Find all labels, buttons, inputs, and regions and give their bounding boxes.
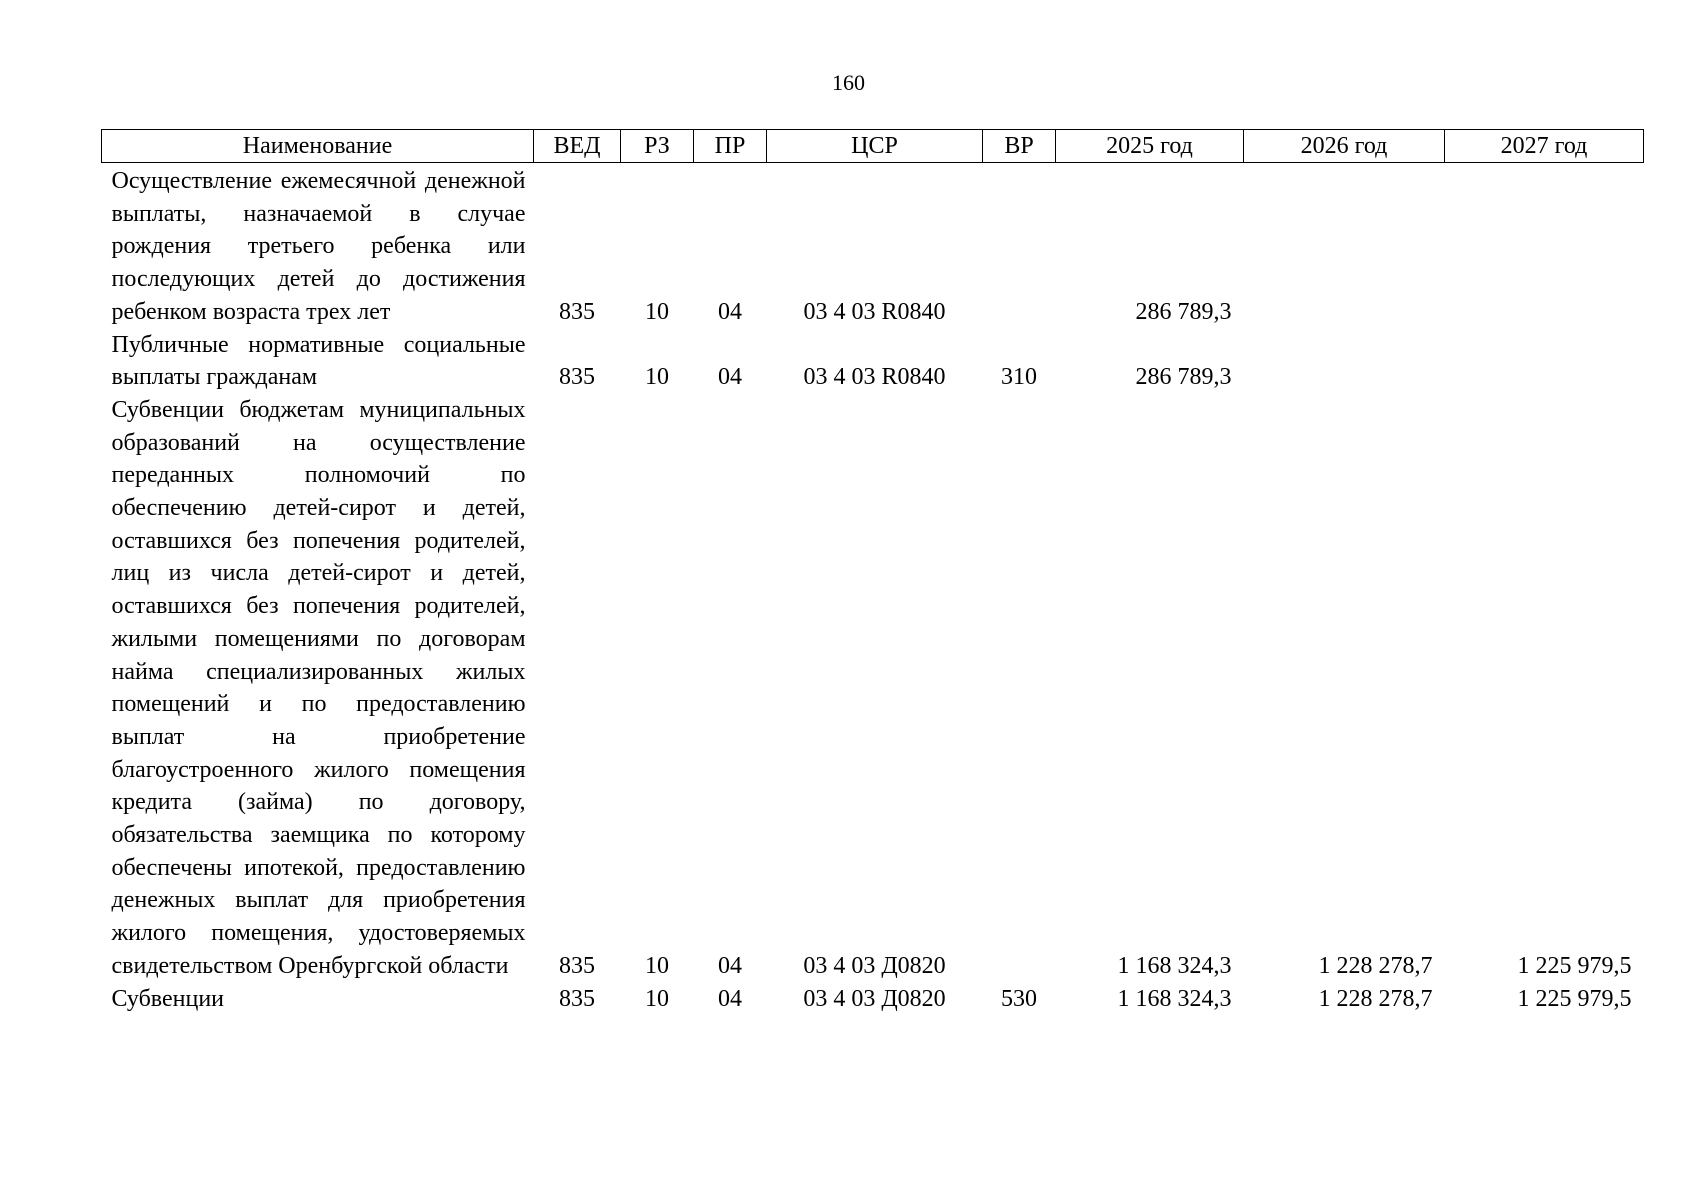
row-pr: 04 bbox=[718, 298, 742, 325]
row-vr: 530 bbox=[1001, 985, 1037, 1012]
table-row bbox=[102, 983, 1644, 1016]
row-pr: 04 bbox=[718, 364, 742, 391]
row-name: Субвенции бюджетам муниципальных образований на осуществление переданных полномочий по обеспечению детей-сирот и детей, оставшихся без попечения родителей, лиц из числа детей-сирот и детей, оставшихся без попечения родителей, жилыми помещениями по договорам найма специализированных жилых помещений и по предоставлению выплат на приобретение благоустроенного жилого помещения кредита (займа) по договору, обязательства заемщика по которому обеспечены ипотекой, предоставлению денежных выплат для приобретения жилого помещения, удостоверяемых свидетельством Оренбургской области bbox=[111, 396, 526, 979]
row-ved: 835 bbox=[559, 364, 595, 391]
row-rz: 10 bbox=[645, 364, 669, 391]
row-2026 bbox=[1244, 163, 1445, 329]
row-2025: 286 789,3 bbox=[1135, 298, 1232, 325]
row-vr: 310 bbox=[1001, 364, 1037, 391]
budget-table bbox=[101, 129, 1644, 1015]
table-header-row bbox=[102, 130, 1644, 163]
row-pr: 04 bbox=[718, 952, 742, 979]
row-2027 bbox=[1445, 163, 1644, 329]
row-csr: 03 4 03 R0840 bbox=[803, 364, 946, 391]
row-vr bbox=[983, 163, 1056, 329]
row-csr: 03 4 03 R0840 bbox=[803, 298, 946, 325]
row-2025: 1 168 324,3 bbox=[1117, 952, 1232, 979]
row-2027: 1 225 979,5 bbox=[1517, 985, 1632, 1012]
row-2026: 1 228 278,7 bbox=[1318, 952, 1433, 979]
row-name: Осуществление ежемесячной денежной выплаты, назначаемой в случае рождения третьего ребенка или последующих детей до достижения ребенком возраста трех лет bbox=[111, 168, 526, 325]
row-ved: 835 bbox=[559, 952, 595, 979]
header-2027: 2027 год bbox=[1445, 130, 1644, 163]
header-rz: РЗ bbox=[621, 130, 694, 163]
header-vr: ВР bbox=[983, 130, 1056, 163]
row-rz: 10 bbox=[645, 952, 669, 979]
row-csr: 03 4 03 Д0820 bbox=[803, 952, 946, 979]
row-rz: 10 bbox=[645, 298, 669, 325]
row-name: Субвенции bbox=[111, 985, 225, 1012]
header-2025: 2025 год bbox=[1056, 130, 1244, 163]
table-row bbox=[102, 163, 1644, 329]
row-2025: 286 789,3 bbox=[1135, 364, 1232, 391]
row-pr: 04 bbox=[718, 985, 742, 1012]
row-2027 bbox=[1445, 329, 1644, 394]
row-rz: 10 bbox=[645, 985, 669, 1012]
header-2026: 2026 год bbox=[1244, 130, 1445, 163]
row-2026: 1 228 278,7 bbox=[1318, 985, 1433, 1012]
page-number: 160 bbox=[832, 70, 865, 95]
row-2027: 1 225 979,5 bbox=[1517, 952, 1632, 979]
row-2026 bbox=[1244, 329, 1445, 394]
header-pr: ПР bbox=[694, 130, 767, 163]
header-name: Наименование bbox=[102, 130, 534, 163]
row-vr bbox=[983, 394, 1056, 983]
row-ved: 835 bbox=[559, 985, 595, 1012]
header-csr: ЦСР bbox=[767, 130, 983, 163]
table-row bbox=[102, 394, 1644, 983]
header-ved: ВЕД bbox=[534, 130, 621, 163]
row-2025: 1 168 324,3 bbox=[1117, 985, 1232, 1012]
row-name: Публичные нормативные социальные выплаты гражданам bbox=[111, 331, 526, 391]
table-row bbox=[102, 329, 1644, 394]
row-csr: 03 4 03 Д0820 bbox=[803, 985, 946, 1012]
row-ved: 835 bbox=[559, 298, 595, 325]
